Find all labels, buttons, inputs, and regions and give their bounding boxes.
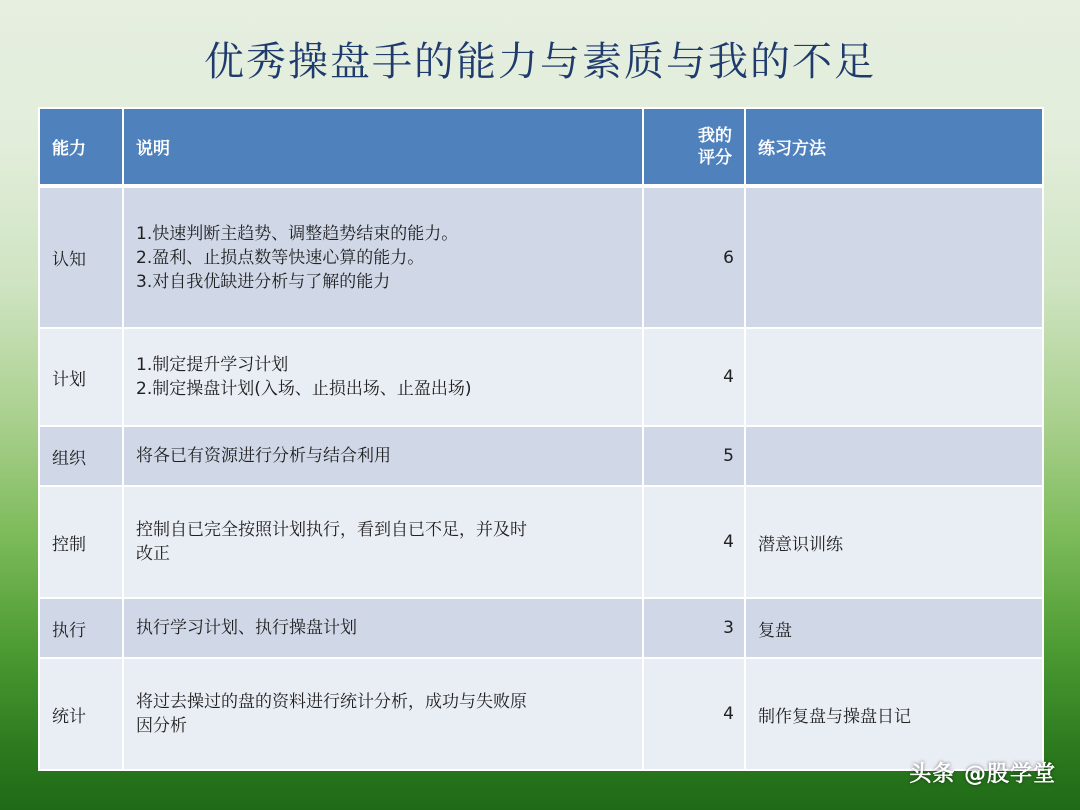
description-cell xyxy=(123,328,643,426)
score-cell: 6 xyxy=(643,186,745,328)
score-cell: 4 xyxy=(643,486,745,598)
ability-cell: 控制 xyxy=(39,486,123,598)
method-cell xyxy=(745,426,1043,486)
description-line: 改正 xyxy=(136,544,170,564)
table-row xyxy=(39,486,1043,598)
description-line: 将过去操过的盘的资料进行统计分析，成功与失败原 xyxy=(136,692,527,712)
table-header-row xyxy=(39,108,1043,186)
watermark: 头条 @股学堂 xyxy=(909,762,1056,787)
method-cell xyxy=(745,328,1043,426)
description-line: 2.制定操盘计划(入场、止损出场、止盈出场) xyxy=(136,379,472,399)
table-row xyxy=(39,426,1043,486)
ability-table xyxy=(38,107,1044,771)
description-line: 将各已有资源进行分析与结合利用 xyxy=(136,446,391,466)
description-cell xyxy=(123,598,643,658)
header-method: 练习方法 xyxy=(745,108,1043,186)
table-row xyxy=(39,658,1043,770)
header-score xyxy=(643,108,745,186)
method-cell: 潜意识训练 xyxy=(745,486,1043,598)
table-row xyxy=(39,186,1043,328)
description-cell xyxy=(123,486,643,598)
header-description: 说明 xyxy=(123,108,643,186)
ability-cell: 执行 xyxy=(39,598,123,658)
method-cell: 制作复盘与操盘日记 xyxy=(745,658,1043,770)
description-line: 执行学习计划、执行操盘计划 xyxy=(136,618,357,638)
description-cell xyxy=(123,658,643,770)
score-cell: 4 xyxy=(643,658,745,770)
slide-title: 优秀操盘手的能力与素质与我的不足 xyxy=(204,39,876,85)
header-ability: 能力 xyxy=(39,108,123,186)
header-score-line2: 评分 xyxy=(698,147,732,168)
table-row xyxy=(39,328,1043,426)
description-line: 控制自已完全按照计划执行，看到自已不足，并及时 xyxy=(136,520,527,540)
table-row xyxy=(39,598,1043,658)
description-cell xyxy=(123,186,643,328)
ability-cell: 认知 xyxy=(39,186,123,328)
ability-cell: 统计 xyxy=(39,658,123,770)
description-line: 1.制定提升学习计划 xyxy=(136,355,289,375)
description-line: 因分析 xyxy=(136,716,187,736)
method-cell xyxy=(745,186,1043,328)
ability-cell: 组织 xyxy=(39,426,123,486)
description-line: 2.盈利、止损点数等快速心算的能力。 xyxy=(136,247,425,268)
ability-cell: 计划 xyxy=(39,328,123,426)
description-line: 3.对自我优缺进分析与了解的能力 xyxy=(136,271,391,292)
score-cell: 5 xyxy=(643,426,745,486)
description-cell xyxy=(123,426,643,486)
description-line: 1.快速判断主趋势、调整趋势结束的能力。 xyxy=(136,223,459,244)
score-cell: 4 xyxy=(643,328,745,426)
method-cell: 复盘 xyxy=(745,598,1043,658)
header-score-line1: 我的 xyxy=(698,125,732,146)
score-cell: 3 xyxy=(643,598,745,658)
